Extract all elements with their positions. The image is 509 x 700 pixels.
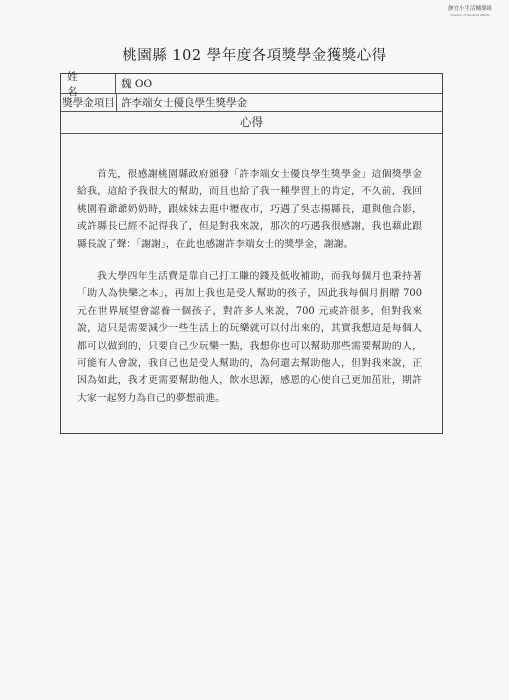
paragraph: 首先，很感謝桃園縣政府頒發「許李端女士優良學生獎學金」這個獎學金給我，這給予我很大的幫助，而且也給了我一種學習上的肯定，不久前，我回桃園看爺爺奶奶時，跟妹妹去逛中壢夜市，巧遇了吳志揚縣長，還與他合影，或許縣長已經不記得我了，但是對我來說，那次的巧遇我很感謝，我也藉此跟縣長說了聲：「謝謝」，在此也感謝許李端女士的獎學金，謝謝。 xyxy=(77,169,422,250)
reflection-body xyxy=(77,166,422,422)
stamp-text: 靜宜小生活輔導組 xyxy=(447,6,492,12)
university-stamp xyxy=(441,6,499,17)
paragraph: 我大學四年生活費是靠自己打工賺的錢及低收補助，而我每個月也秉持著「助人為快樂之本」，再加上我也是受人幫助的孩子，因此我每個月捐贈 700 元在世界展望會認養一個孩子，對許多人來說，700 元或許很多，但對我來說，這只是需要減少一些生活上的玩樂就可以付出來的，其實我想這是每個人都可以做到的，只要自己少玩樂一點，我想你也可以幫助那些需要幫助的人，可能有人會說，我自己也是受人幫助的，為何還去幫助他人，但對我來說，正因為如此，我才更需要幫助他人，飲水思源，感恩的心使自己更加茁壯，期許大家一起努力為自己的夢想前進。 xyxy=(77,271,422,404)
scholarship-row xyxy=(61,93,442,112)
stamp-subtext: Division of Student Affairs xyxy=(450,13,490,17)
name-label: 姓 名 xyxy=(61,74,116,93)
name-row xyxy=(61,70,442,98)
document-title: 桃園縣 102 學年度各項獎學金獲獎心得 xyxy=(122,48,387,64)
scholarship-value: 許李端女士優良學生獎學金 xyxy=(121,96,247,109)
scholarship-label: 獎學金項目 xyxy=(61,93,117,111)
name-value: 魏 OO xyxy=(121,78,153,90)
award-form xyxy=(60,70,443,434)
section-heading-row xyxy=(61,111,442,134)
section-heading: 心得 xyxy=(240,115,263,129)
